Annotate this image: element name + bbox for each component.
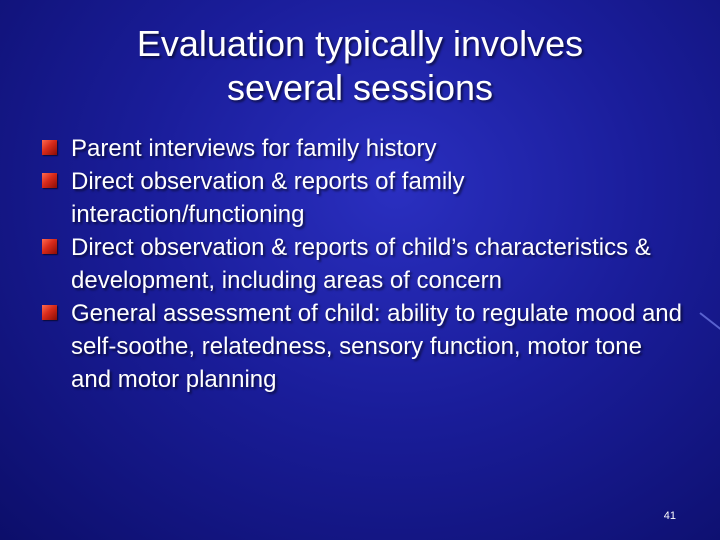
page-number: 41 bbox=[663, 510, 676, 522]
bullet-item bbox=[42, 297, 682, 396]
bullet-text: General assessment of child: ability to regulate mood and self-soothe, relatedness, sensory function, motor tone and motor planning bbox=[71, 300, 683, 393]
bullet-list bbox=[42, 132, 682, 396]
square-bullet-icon bbox=[42, 305, 57, 320]
bullet-text: Direct observation & reports of family interaction/functioning bbox=[71, 168, 465, 228]
decorative-accent-line bbox=[699, 312, 720, 330]
square-bullet-icon bbox=[42, 239, 57, 254]
square-bullet-icon bbox=[42, 140, 57, 155]
bullet-item bbox=[42, 165, 682, 231]
bullet-text: Direct observation & reports of child’s characteristics & development, including areas of concern bbox=[71, 234, 651, 294]
slide-title-line-2: several sessions bbox=[226, 67, 494, 108]
square-bullet-icon bbox=[42, 173, 57, 188]
bullet-item bbox=[42, 231, 682, 297]
slide-title-line-1: Evaluation typically involves bbox=[136, 23, 584, 64]
slide-title bbox=[40, 22, 680, 110]
bullet-text: Parent interviews for family history bbox=[71, 135, 437, 162]
bullet-item bbox=[42, 132, 682, 165]
